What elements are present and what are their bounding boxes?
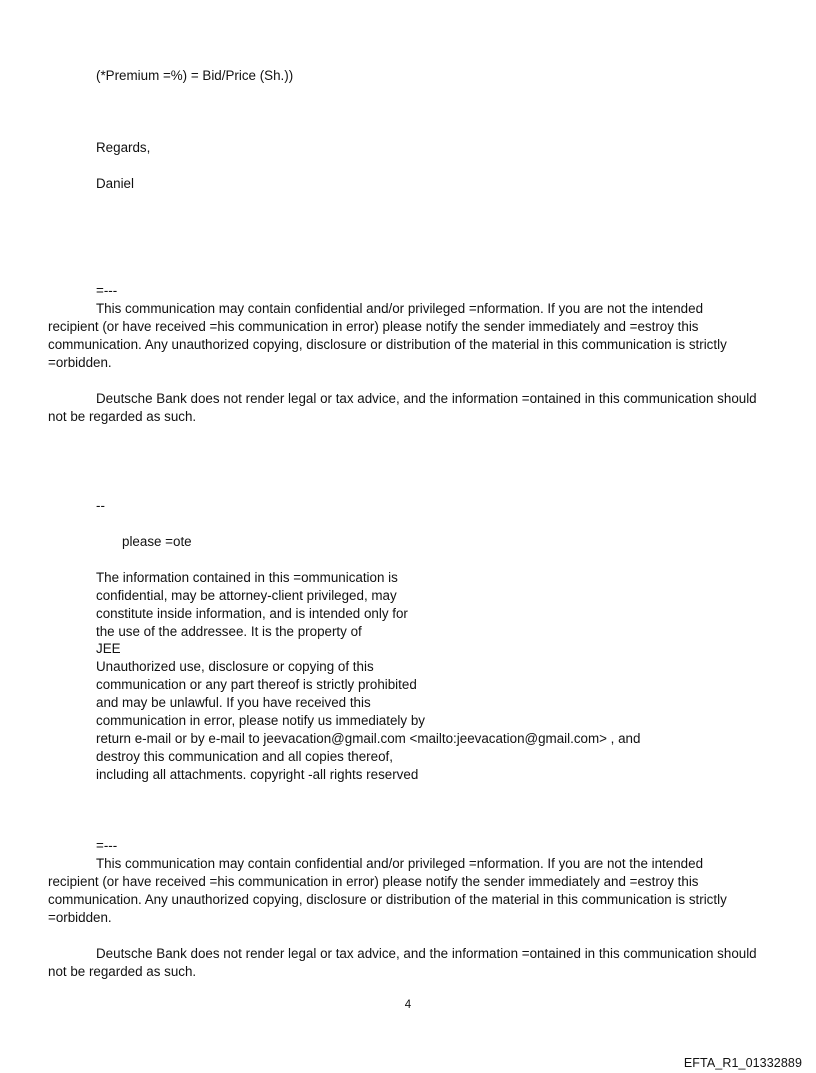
- premium-formula-line: (*Premium =%) = Bid/Price (Sh.)): [96, 68, 294, 83]
- notice-line-12: including all attachments. copyright -all rights reserved: [96, 767, 419, 782]
- notice-line-4: the use of the addressee. It is the property of: [96, 624, 362, 639]
- signature-name: Daniel: [96, 176, 134, 191]
- notice-line-9: communication in error, please notify us immediately by: [96, 713, 425, 728]
- notice-dashes: --: [96, 498, 105, 513]
- document-id: EFTA_R1_01332889: [683, 1056, 802, 1070]
- confidential2-line-1: This communication may contain confidential and/or privileged =nformation. If you are not the intended: [96, 856, 704, 871]
- separator-2: =---: [96, 838, 118, 853]
- confidential-line-1: This communication may contain confidential and/or privileged =nformation. If you are not the intended: [96, 301, 704, 316]
- confidential-line-3: communication. Any unauthorized copying, disclosure or distribution of the material in this communication is strictly: [48, 337, 727, 352]
- notice-line-11: destroy this communication and all copies thereof,: [96, 749, 393, 764]
- tax-line-2: not be regarded as such.: [48, 409, 197, 424]
- confidential-line-4: =orbidden.: [48, 355, 112, 370]
- tax2-line-1: Deutsche Bank does not render legal or tax advice, and the information =ontained in this communication should: [96, 946, 757, 961]
- page-number: 4: [404, 999, 412, 1011]
- notice-line-8: and may be unlawful. If you have received this: [96, 695, 371, 710]
- confidential-line-2: recipient (or have received =his communication in error) please notify the sender immediately and =estroy this: [48, 319, 699, 334]
- notice-line-3: constitute inside information, and is intended only for: [96, 606, 408, 621]
- regards-text: Regards,: [96, 140, 151, 155]
- notice-heading: please =ote: [122, 534, 192, 549]
- notice-line-6: Unauthorized use, disclosure or copying of this: [96, 659, 374, 674]
- notice-line-7: communication or any part thereof is strictly prohibited: [96, 677, 417, 692]
- separator-1: =---: [96, 283, 118, 298]
- tax-line-1: Deutsche Bank does not render legal or tax advice, and the information =ontained in this communication should: [96, 391, 757, 406]
- tax2-line-2: not be regarded as such.: [48, 964, 197, 979]
- confidential2-line-2: recipient (or have received =his communication in error) please notify the sender immediately and =estroy this: [48, 874, 699, 889]
- confidential2-line-3: communication. Any unauthorized copying, disclosure or distribution of the material in this communication is strictly: [48, 892, 727, 907]
- notice-line-1: The information contained in this =ommunication is: [96, 570, 398, 585]
- notice-line-2: confidential, may be attorney-client privileged, may: [96, 588, 397, 603]
- notice-line-10: return e-mail or by e-mail to jeevacation@gmail.com <mailto:jeevacation@gmail.com> , and: [96, 731, 641, 746]
- confidential2-line-4: =orbidden.: [48, 910, 112, 925]
- notice-line-5: JEE: [96, 641, 121, 656]
